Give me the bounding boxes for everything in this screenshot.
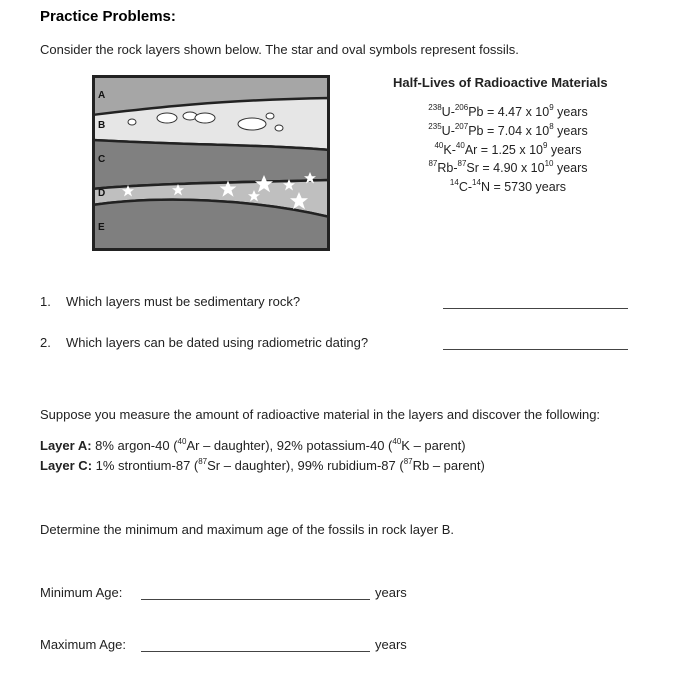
layer-label-c: C	[98, 154, 106, 165]
layer-label-e: E	[98, 222, 105, 233]
half-life-row: $^{14}$C-$^{14}$N = 5730 years	[449, 178, 567, 194]
half-life-row: $^{40}$K-$^{40}$Ar = 1.25 x $10^9$ years	[434, 141, 582, 157]
question-1-number: 1.	[40, 294, 51, 309]
question-2-answer-blank[interactable]	[443, 349, 628, 350]
half-life-row: $^{238}$U-$^{206}$Pb = 4.47 x $10^9$ years	[428, 103, 588, 119]
half-life-row: $^{87}$Rb-$^{87}$Sr = 4.90 x $10^{10}$ years	[428, 159, 588, 175]
question-1-answer-blank[interactable]	[443, 308, 628, 309]
min-age-unit: years	[375, 585, 407, 600]
layer-a-measurement: Layer A: 8% argon-40 ($^{40}$Ar – daughter), 92% potassium-40 ($^{40}$K – parent)	[40, 437, 466, 453]
page-title: Practice Problems:	[40, 8, 176, 25]
determine-prompt: Determine the minimum and maximum age of the fossils in rock layer B.	[40, 522, 454, 537]
question-2-text: Which layers can be dated using radiometric dating?	[66, 335, 369, 350]
measure-intro: Suppose you measure the amount of radioactive material in the layers and discover the following:	[40, 407, 601, 422]
intro-text: Consider the rock layers shown below. The star and oval symbols represent fossils.	[40, 42, 519, 57]
max-age-blank[interactable]	[141, 651, 370, 652]
half-lives-title: Half-Lives of Radioactive Materials	[393, 75, 608, 90]
layer-c-measurement: Layer C: 1% strontium-87 ($^{87}$Sr – daughter), 99% rubidium-87 ($^{87}$Rb – parent)	[40, 457, 485, 473]
question-2-number: 2.	[40, 335, 51, 350]
layer-label-a: A	[98, 90, 106, 101]
half-life-row: $^{235}$U-$^{207}$Pb = 7.04 x $10^8$ years	[428, 122, 588, 138]
max-age-label: Maximum Age:	[40, 637, 126, 652]
layer-label-d: D	[98, 188, 106, 199]
max-age-unit: years	[375, 637, 407, 652]
question-1-text: Which layers must be sedimentary rock?	[66, 294, 301, 309]
rock-layers-diagram	[92, 75, 330, 251]
layer-label-b: B	[98, 120, 106, 131]
min-age-label: Minimum Age:	[40, 585, 123, 600]
min-age-blank[interactable]	[141, 599, 370, 600]
